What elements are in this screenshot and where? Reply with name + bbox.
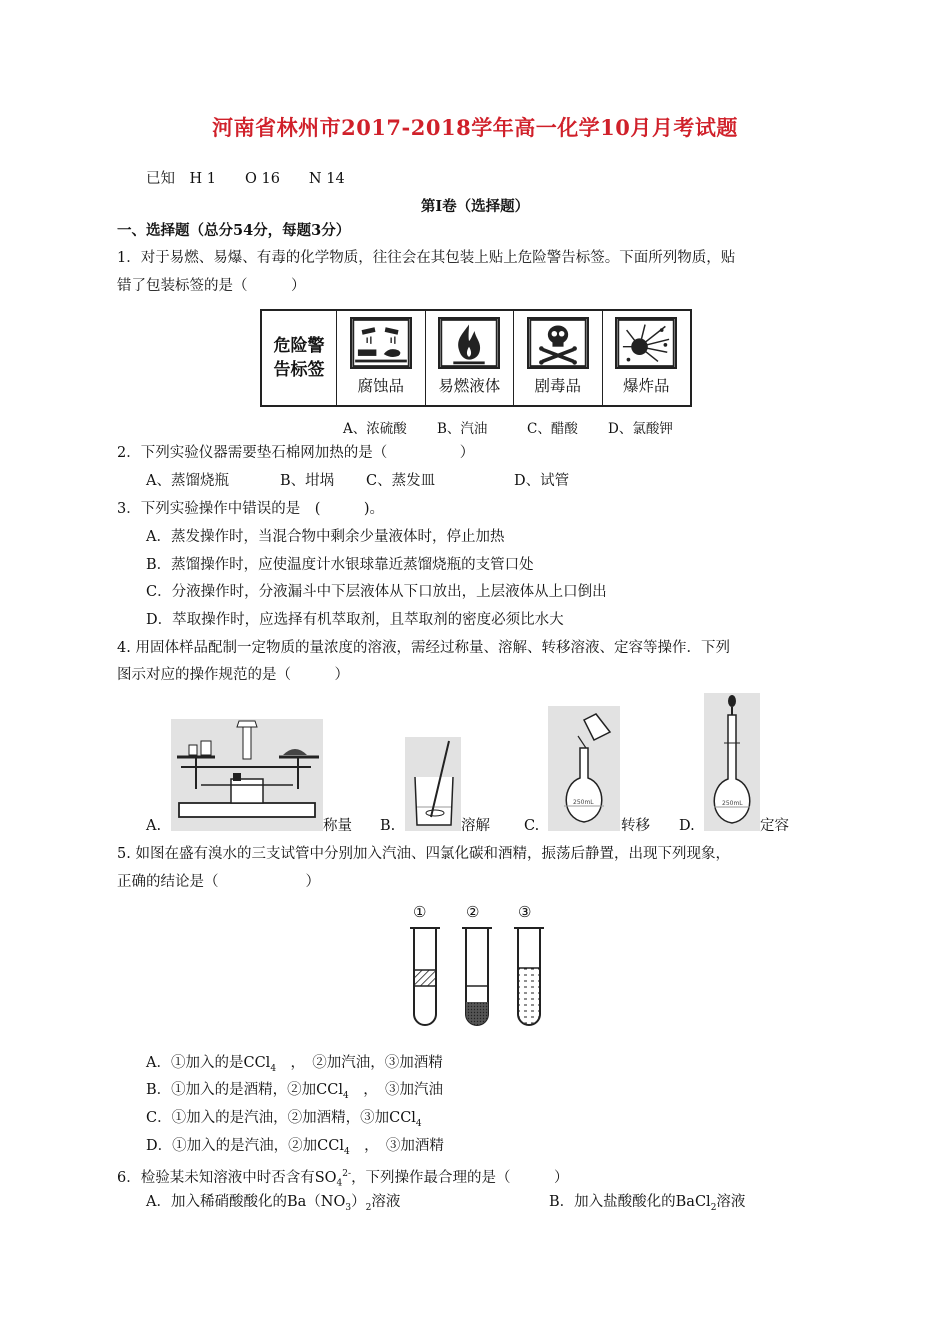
q5-option-c: C．①加入的是汽油，②加酒精，③加CCl$_4$ — [146, 1110, 422, 1129]
q3-option-c: C．分液操作时，分液漏斗中下层液体从下口放出，上层液体从上口倒出 — [146, 584, 607, 600]
tube-label-1: ① — [413, 903, 427, 921]
section-title: 第Ⅰ卷（选择题） — [420, 198, 530, 215]
q4-caption-d: 定容 — [760, 818, 789, 834]
flame-icon — [438, 317, 500, 369]
balance-weighing-image — [171, 719, 323, 831]
q4-stem-line2: 图示对应的操作规范的是（ ） — [117, 667, 349, 683]
q3-stem: 3．下列实验操作中错误的是 ( )。 — [117, 501, 385, 517]
page-title: 河南省林州市2017-2018学年高一化学10月月考试题 — [212, 115, 738, 140]
test-tubes-diagram — [404, 924, 554, 1032]
q4-letter-c: C. — [524, 818, 540, 834]
q1-option-a: A、浓硫酸 — [343, 421, 407, 437]
q2-option-b: B、坩埚 — [280, 473, 335, 489]
beaker-dissolving-image — [405, 737, 461, 831]
q1-option-d: D、氯酸钾 — [608, 421, 673, 437]
q2-option-c: C、蒸发皿 — [366, 473, 436, 489]
q1-option-b: B、汽油 — [437, 421, 488, 437]
svg-text:250mL: 250mL — [722, 800, 743, 807]
hazard-label-corrosive: 腐蚀品 — [357, 377, 404, 395]
svg-text:250mL: 250mL — [573, 799, 594, 806]
hazard-table-header — [262, 311, 337, 405]
hazard-cell-explosive — [603, 311, 691, 405]
tube-label-2: ② — [466, 903, 480, 921]
q4-letter-b: B. — [380, 818, 396, 834]
q2-option-a: A、蒸馏烧瓶 — [146, 473, 229, 489]
q3-option-d: D．萃取操作时，应选择有机萃取剂，且萃取剂的密度必须比水大 — [146, 612, 564, 628]
volumetric-flask-image — [704, 693, 760, 831]
hazard-head-line2: 告标签 — [273, 360, 325, 380]
hazard-cell-toxic — [514, 311, 603, 405]
tube-label-3: ③ — [518, 903, 532, 921]
q5-stem-line2: 正确的结论是（ ） — [117, 874, 320, 890]
transfer-solution-image — [548, 706, 620, 831]
q5-option-d: D．①加入的是汽油，②加CCl$_4$ ， ③加酒精 — [146, 1138, 444, 1157]
part-title: 一、选择题（总分54分，每题3分） — [117, 222, 351, 239]
hazard-head-line1: 危险警 — [273, 336, 325, 356]
q4-letter-a: A. — [146, 818, 162, 834]
hazard-label-toxic: 剧毒品 — [534, 377, 581, 395]
hazard-cell-flammable — [426, 311, 515, 405]
q6-option-a: A．加入稀硝酸酸化的$Ba(NO_3)_2$溶液 — [146, 1194, 401, 1213]
corrosive-icon — [350, 317, 412, 369]
known-atomic-masses: 已知 H 1 O 16 N 14 — [146, 171, 345, 187]
q6-stem: 6．检验某未知溶液中时否含有$SO_4^{2-}$，下列操作最合理的是（ ） — [117, 1169, 569, 1189]
q6-option-b: B．加入盐酸酸化的BaCl$_2$溶液 — [549, 1194, 746, 1213]
q3-option-b: B．蒸馏操作时，应使温度计水银球靠近蒸馏烧瓶的支管口处 — [146, 557, 534, 573]
q4-letter-d: D. — [679, 818, 695, 834]
q1-option-c: C、醋酸 — [527, 421, 578, 437]
q4-stem-line1: 4. 用固体样品配制一定物质的量浓度的溶液，需经过称量、溶解、转移溶液、定容等操作．下列 — [117, 640, 730, 656]
q3-option-a: A．蒸发操作时，当混合物中剩余少量液体时，停止加热 — [146, 529, 505, 545]
q4-caption-b: 溶解 — [461, 818, 490, 834]
skull-crossbones-icon — [527, 317, 589, 369]
hazard-label-table — [260, 309, 692, 407]
hazard-cell-corrosive — [337, 311, 426, 405]
hazard-label-explosive: 爆炸品 — [622, 377, 670, 395]
q5-stem-line1: 5. 如图在盛有溴水的三支试管中分别加入汽油、四氯化碳和酒精，振荡后静置，出现下列现象， — [117, 846, 730, 862]
q4-caption-c: 转移 — [621, 818, 650, 834]
q5-option-b: B．①加入的是酒精，②加CCl$_4$ ， ③加汽油 — [146, 1082, 443, 1101]
q5-option-a: A．①加入的是CCl$_4$ ， ②加汽油，③加酒精 — [146, 1055, 443, 1074]
q2-stem: 2．下列实验仪器需要垫石棉网加热的是（ ） — [117, 445, 475, 461]
hazard-label-flammable: 易燃液体 — [438, 377, 501, 395]
q2-option-d: D、试管 — [514, 473, 570, 489]
q4-caption-a: 称量 — [323, 818, 352, 834]
q1-stem-line2: 错了包装标签的是（ ） — [117, 278, 306, 294]
explosion-icon — [615, 317, 677, 369]
q1-stem-line1: 1．对于易燃、易爆、有毒的化学物质，往往会在其包装上贴上危险警告标签。下面所列物质，贴 — [117, 250, 736, 266]
